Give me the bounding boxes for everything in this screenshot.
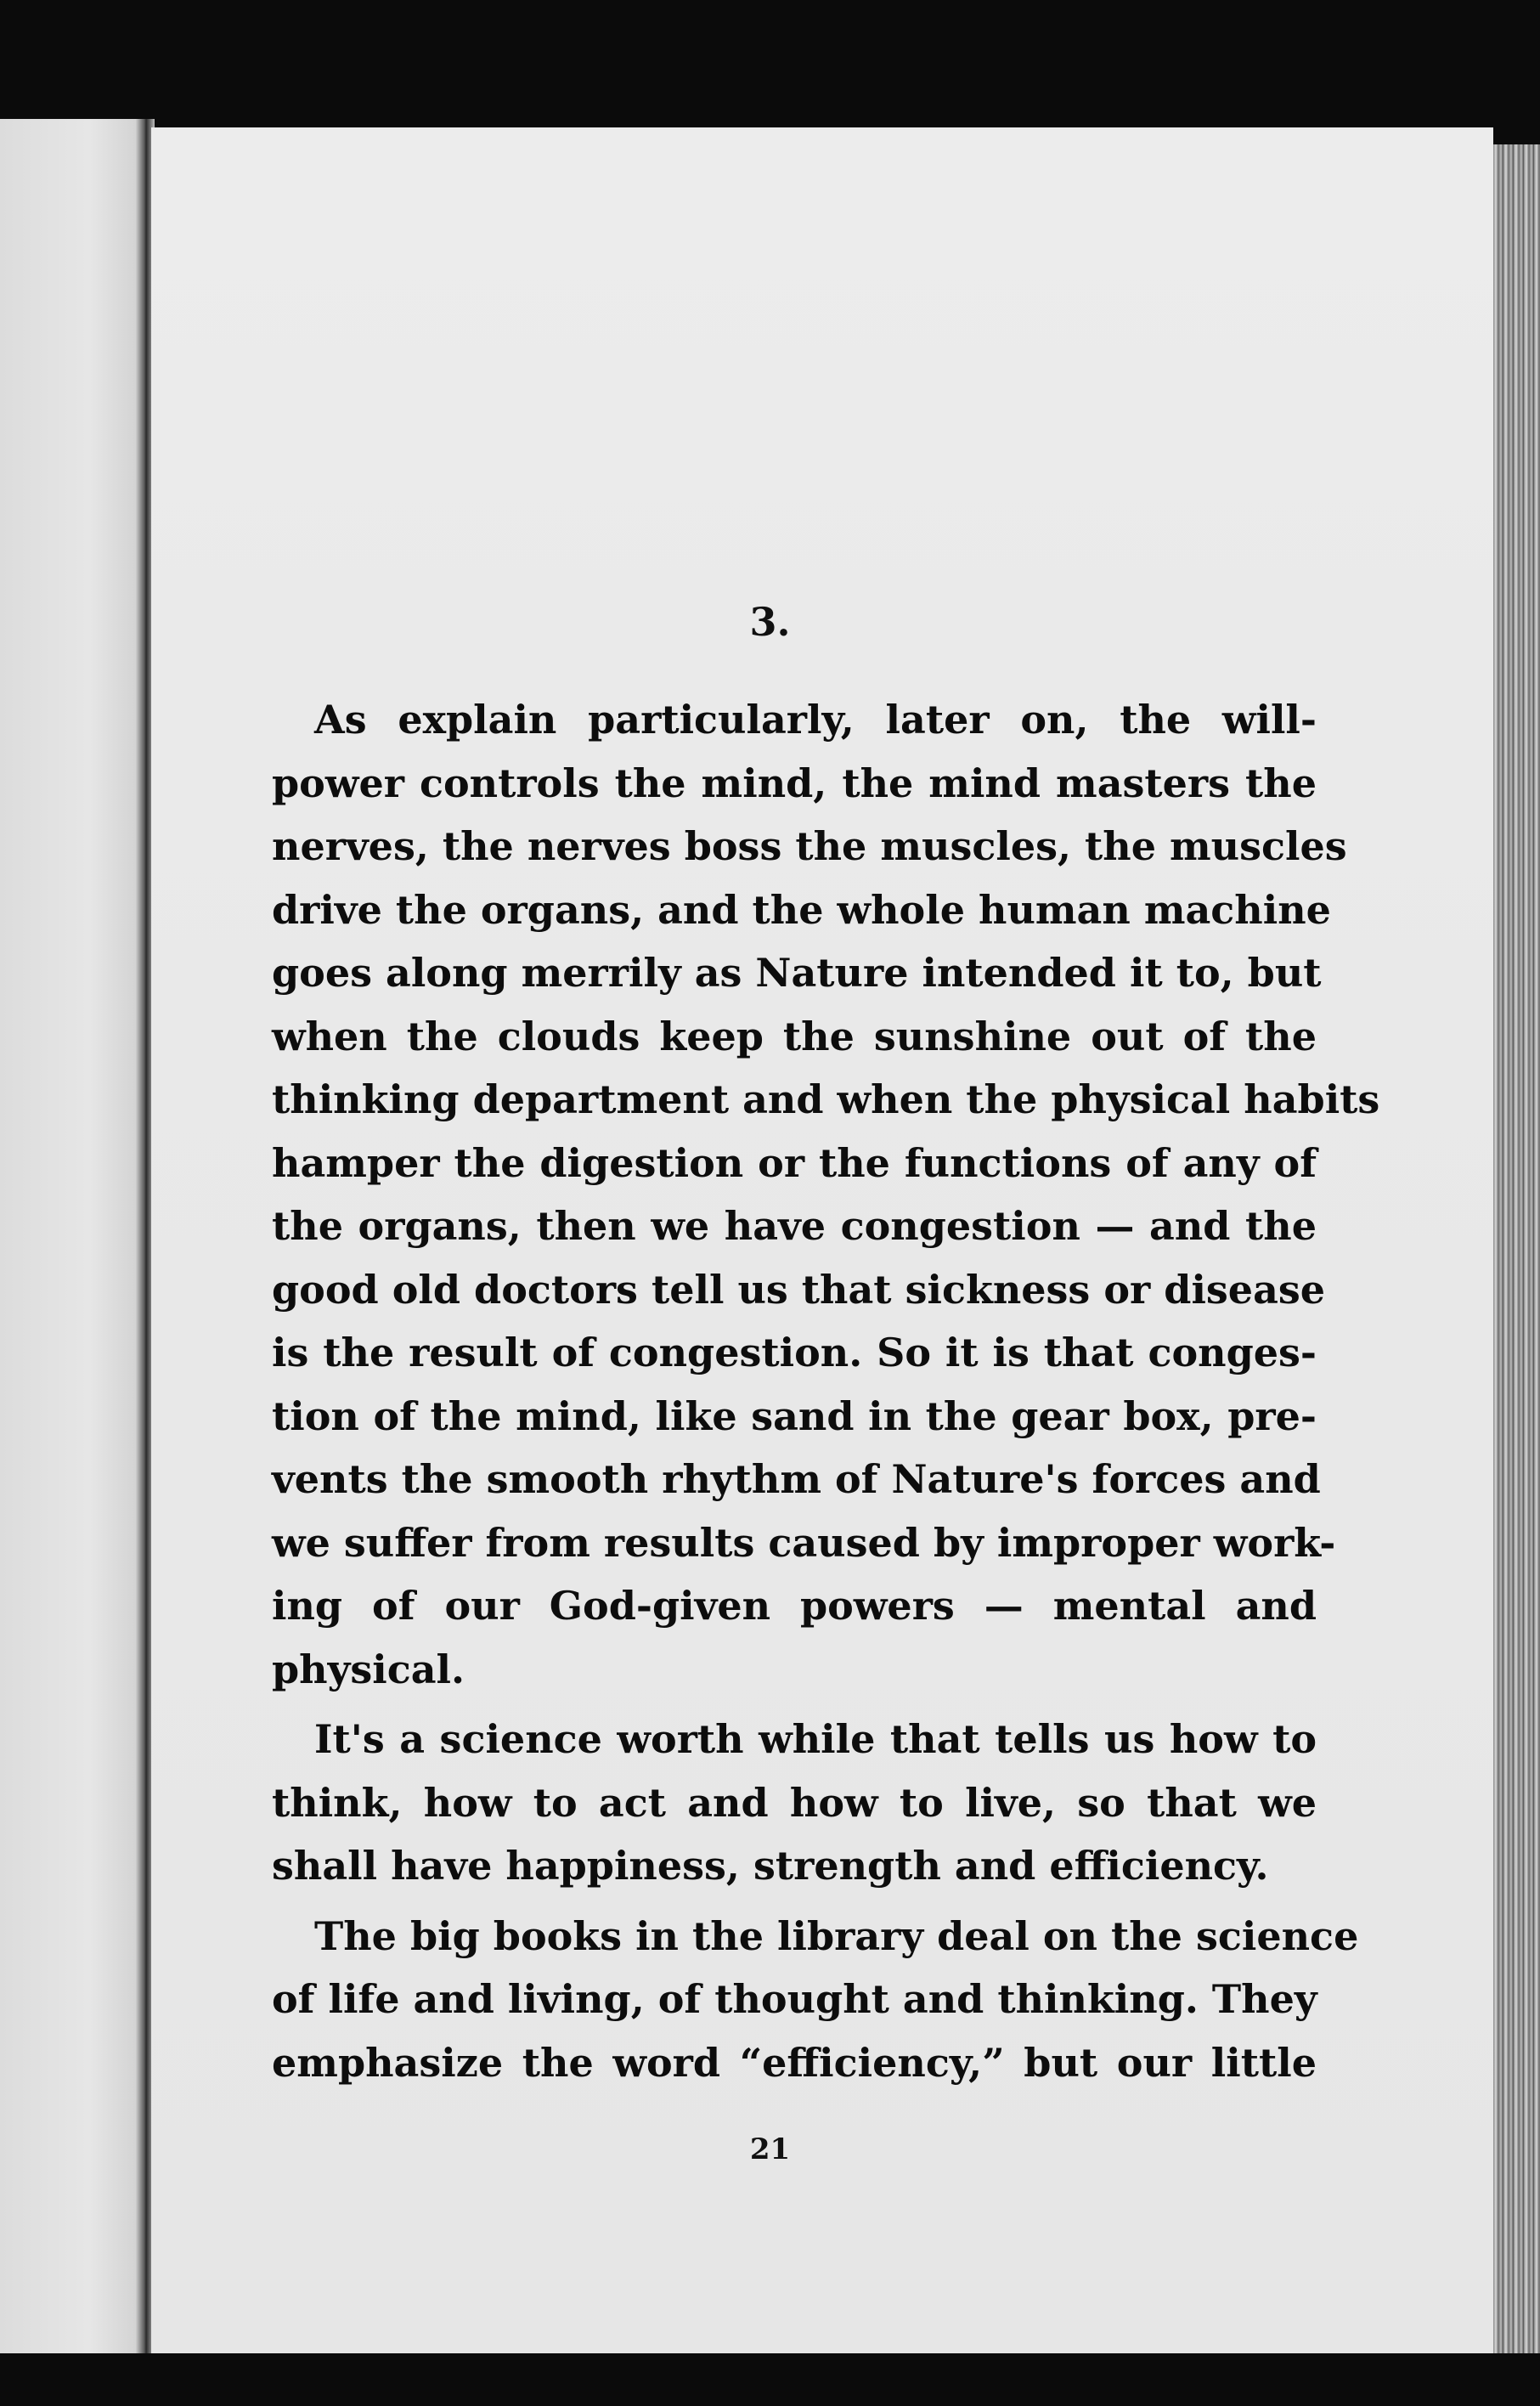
text-line: drive the organs, and the whole human machine: [272, 886, 1331, 933]
text-line: physical.: [272, 1646, 465, 1692]
text-line: power controls the mind, the mind masters the: [272, 760, 1317, 806]
text-line: shall have happiness, strength and efficiency.: [272, 1843, 1269, 1889]
text-line: The big books in the library deal on the science: [314, 1912, 1359, 1959]
text-line: emphasize the word “efficiency,” but our little: [272, 2039, 1317, 2086]
paragraph-gap: [272, 1898, 1317, 1905]
facing-page-edge: [0, 119, 149, 2362]
text-line: nerves, the nerves boss the muscles, the muscles: [272, 823, 1347, 869]
text-line: thinking department and when the physical habits: [272, 1076, 1380, 1122]
text-line: of life and living, of thought and thinking. They: [272, 1976, 1317, 2022]
text-line: hamper the digestion or the functions of any of: [272, 1139, 1317, 1186]
text-line: It's a science worth while that tells us how to: [314, 1716, 1317, 1762]
text-line: good old doctors tell us that sickness or disease: [272, 1266, 1326, 1313]
page-number: 21: [749, 2132, 791, 2166]
section-number: 3.: [749, 599, 791, 645]
text-line: ing of our God-given powers — mental and: [272, 1583, 1317, 1629]
text-line: think, how to act and how to live, so that we: [272, 1779, 1317, 1826]
page-block-edge: [1493, 144, 1540, 2387]
paragraph-gap: [272, 1701, 1317, 1708]
body-text: [272, 688, 1380, 2094]
text-line: As explain particularly, later on, the will-: [314, 697, 1317, 743]
text-line: the organs, then we have congestion — and the: [272, 1203, 1317, 1249]
text-line: goes along merrily as Nature intended it to, but: [272, 950, 1322, 996]
scan-border: [0, 2353, 1540, 2406]
text-line: tion of the mind, like sand in the gear box, pre-: [272, 1392, 1317, 1439]
text-line: is the result of congestion. So it is that conges-: [272, 1330, 1317, 1375]
text-line: vents the smooth rhythm of Nature's forces and: [272, 1456, 1321, 1502]
text-line: we suffer from results caused by improper work-: [272, 1519, 1336, 1566]
text-line: when the clouds keep the sunshine out of the: [272, 1013, 1317, 1059]
